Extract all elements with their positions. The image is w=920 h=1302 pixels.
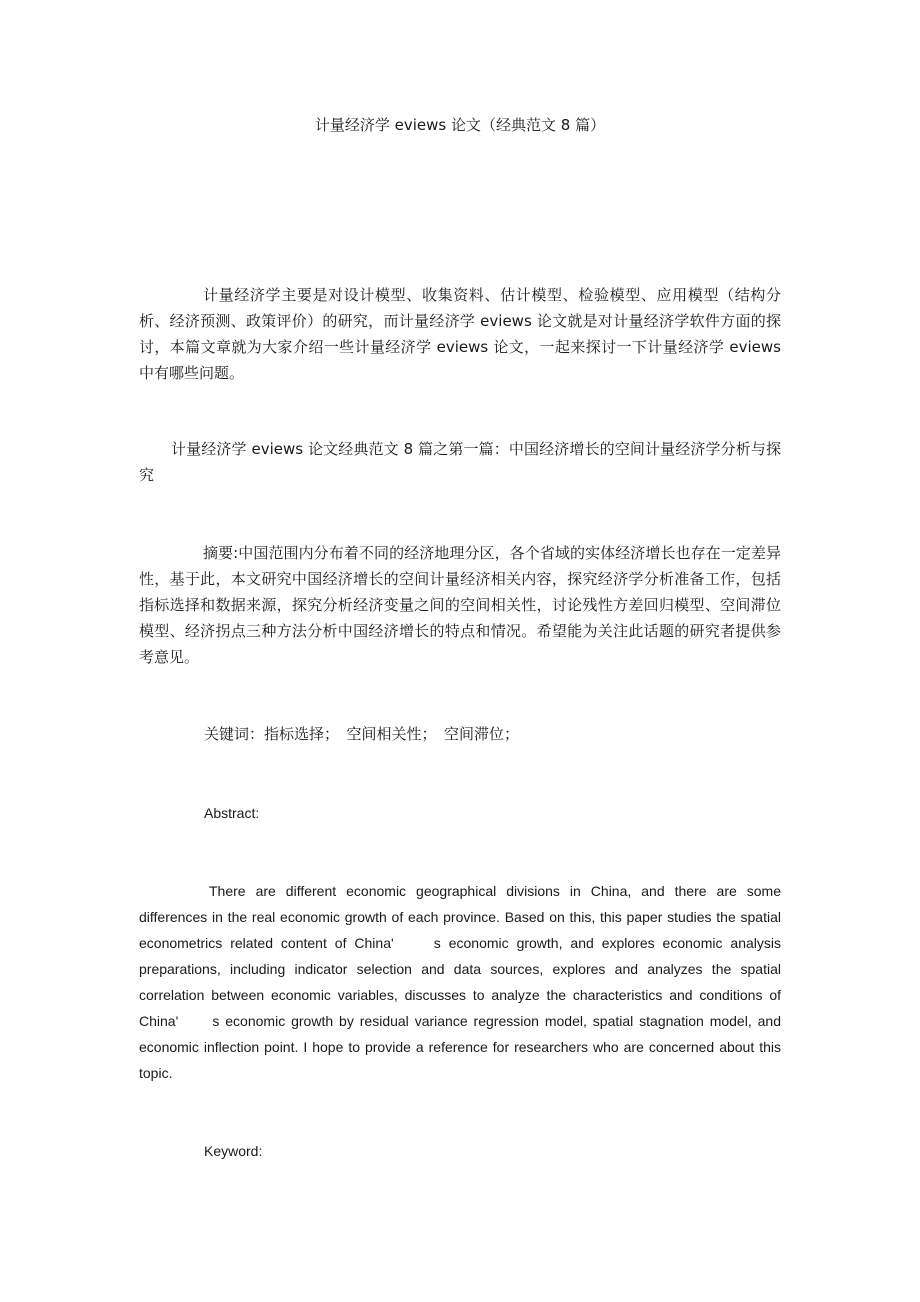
abstract-en-label: Abstract:: [204, 805, 260, 821]
keywords-cn: 关键词：指标选择； 空间相关性； 空间滞位；: [204, 725, 520, 743]
abstract-en-paragraph: There are different economic geographical divisions in China, and there are some differences in the real economic growth of each province. Based on this, this paper studies the spatial econometrics related content of China' s economic growth, and explores economic analysis preparations, including indicator selection and data sources, explores and analyzes the spatial correlation between economic variables, discusses to analyze the characteristics and conditions of China' s economic growth by residual variance regression model, spatial stagnation model, and economic inflection point. I hope to provide a reference for researchers who are concerned about this topic.: [139, 883, 781, 1081]
document-title: 计量经济学 eviews 论文（经典范文 8 篇）: [314, 116, 606, 134]
abstract-cn-label: 摘要:: [203, 544, 239, 562]
abstract-cn-text: 中国范围内分布着不同的经济地理分区，各个省域的实体经济增长也存在一定差异性，基于此，本文研究中国经济增长的空间计量经济相关内容，探究经济学分析准备工作，包括指标选择和数据来源，探究分析经济变量之间的空间相关性，讨论残性方差回归模型、空间滞位模型、经济拐点三种方法分析中国经济增长的特点和情况。希望能为关注此话题的研究者提供参考意见。: [139, 544, 781, 666]
section-heading: 计量经济学 eviews 论文经典范文 8 篇之第一篇：中国经济增长的空间计量经济学分析与探究: [139, 440, 781, 484]
abstract-cn-paragraph: [139, 540, 781, 670]
intro-paragraph: 计量经济学主要是对设计模型、收集资料、估计模型、检验模型、应用模型（结构分析、经济预测、政策评价）的研究，而计量经济学 eviews 论文就是对计量经济学软件方面的探讨，本篇文章就为大家介绍一些计量经济学 eviews 论文，一起来探讨一下计量经济学 eviews 中有哪些问题。: [139, 286, 781, 382]
keyword-en-label: Keyword:: [204, 1143, 263, 1159]
